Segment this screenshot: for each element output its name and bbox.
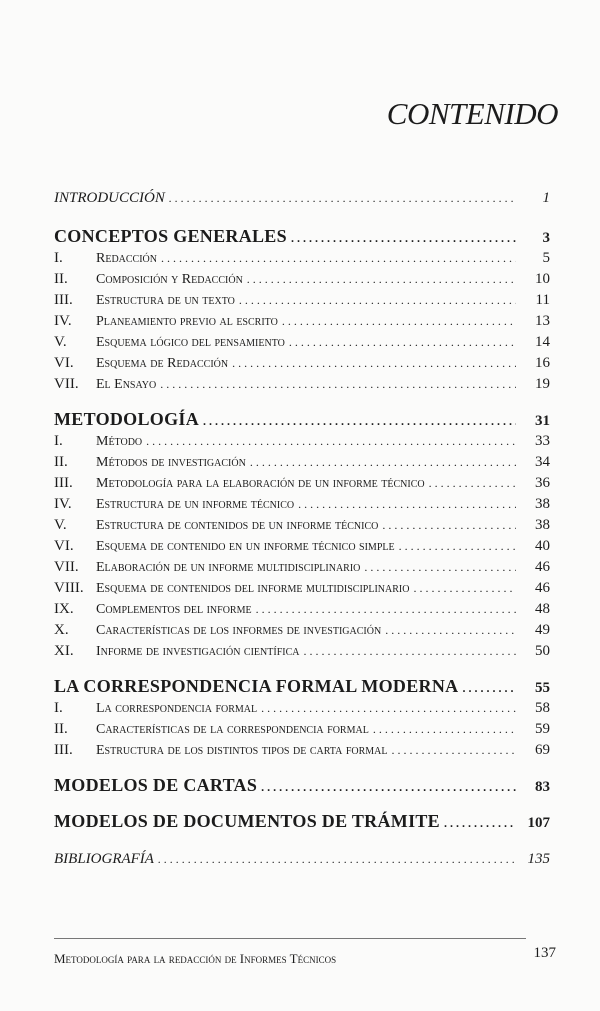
- toc-item: [54, 601, 550, 622]
- toc-heading: [54, 676, 550, 700]
- dot-leader: [146, 434, 516, 449]
- toc-item-label: LA CORRESPONDENCIA FORMAL MODERNA: [54, 676, 459, 696]
- toc-heading: [54, 226, 550, 250]
- toc-page-number: 46: [535, 580, 550, 596]
- dot-leader: [413, 581, 516, 596]
- toc-page-number: 50: [535, 643, 550, 659]
- toc-item-label: MODELOS DE DOCUMENTOS DE TRÁMITE: [54, 811, 440, 831]
- toc-page-number: 55: [535, 680, 550, 696]
- dot-leader: [373, 722, 516, 737]
- toc-page-number: 16: [535, 355, 550, 371]
- toc-item-label: Esquema de Redacción: [96, 356, 229, 371]
- toc-page-number: 107: [527, 815, 550, 831]
- toc-item: [54, 559, 550, 580]
- toc-item-number: VII.: [54, 376, 79, 392]
- toc-item-number: V.: [54, 334, 67, 350]
- dot-leader: [282, 314, 516, 329]
- dot-leader: [203, 414, 516, 429]
- dot-leader: [385, 623, 516, 638]
- toc-page-number: 59: [535, 721, 550, 737]
- toc-heading: [54, 811, 550, 835]
- dot-leader: [382, 518, 516, 533]
- toc-item-label: INTRODUCCIÓN: [54, 190, 165, 206]
- toc-item-label: Estructura de un informe técnico: [96, 497, 295, 512]
- toc-item: [54, 643, 550, 664]
- toc-item: [54, 433, 550, 454]
- dot-leader: [261, 780, 516, 795]
- toc-item-label: Estructura de un texto: [96, 293, 235, 308]
- table-of-contents: [54, 190, 550, 875]
- toc-item-number: XI.: [54, 643, 74, 659]
- toc-item-label: Elaboración de un informe multidisciplinario: [96, 560, 361, 575]
- dot-leader: [399, 539, 516, 554]
- toc-item: [54, 313, 550, 334]
- toc-item: [54, 292, 550, 313]
- dot-leader: [291, 231, 516, 246]
- toc-item: [54, 517, 550, 538]
- toc-item-number: IX.: [54, 601, 74, 617]
- toc-item: [54, 721, 550, 742]
- toc-item-number: II.: [54, 271, 68, 287]
- dot-leader: [429, 476, 516, 491]
- toc-page-number: 48: [535, 601, 550, 617]
- dot-leader: [444, 816, 516, 831]
- toc-item-label: MODELOS DE CARTAS: [54, 775, 258, 795]
- dot-leader: [256, 602, 516, 617]
- toc-item-label: Características de la correspondencia formal: [96, 722, 369, 737]
- toc-item: [54, 376, 550, 397]
- toc-page-number: 19: [535, 376, 550, 392]
- toc-item-label: BIBLIOGRAFÍA: [54, 851, 154, 867]
- toc-item-label: Estructura de contenidos de un informe técnico: [96, 518, 379, 533]
- toc-item: [54, 580, 550, 601]
- toc-item-number: I.: [54, 433, 63, 449]
- toc-item-number: II.: [54, 721, 68, 737]
- toc-item-label: La correspondencia formal: [96, 701, 258, 716]
- toc-item: [54, 538, 550, 559]
- toc-item-label: El Ensayo: [96, 377, 157, 392]
- footer-divider: [54, 938, 526, 939]
- dot-leader: [298, 497, 516, 512]
- dot-leader: [158, 852, 516, 867]
- toc-item-label: Composición y Redacción: [96, 272, 243, 287]
- toc-page-number: 36: [535, 475, 550, 491]
- toc-page-number: 5: [542, 250, 550, 266]
- toc-item: [54, 250, 550, 271]
- toc-item-number: V.: [54, 517, 67, 533]
- toc-item-number: IV.: [54, 496, 72, 512]
- toc-item: [54, 334, 550, 355]
- toc-page-number: 49: [535, 622, 550, 638]
- dot-leader: [392, 743, 517, 758]
- running-footer: Metodología para la redacción de Informes Técnicos: [54, 951, 337, 966]
- toc-item: [54, 700, 550, 721]
- dot-leader: [239, 293, 516, 308]
- toc-item: [54, 742, 550, 763]
- toc-heading: [54, 851, 550, 875]
- toc-item-number: VIII.: [54, 580, 84, 596]
- dot-leader: [364, 560, 516, 575]
- toc-heading: [54, 409, 550, 433]
- dot-leader: [289, 335, 516, 350]
- toc-page-number: 83: [535, 779, 550, 795]
- page-title: CONTENIDO: [386, 96, 558, 131]
- toc-item-label: Características de los informes de investigación: [96, 623, 382, 638]
- toc-heading: [54, 775, 550, 799]
- dot-leader: [161, 251, 516, 266]
- toc-item: [54, 271, 550, 292]
- toc-item-label: Planeamiento previo al escrito: [96, 314, 278, 329]
- toc-page-number: 31: [535, 413, 550, 429]
- dot-leader: [304, 644, 517, 659]
- page-number: 137: [533, 945, 556, 961]
- toc-page-number: 10: [535, 271, 550, 287]
- dot-leader: [250, 455, 516, 470]
- toc-item-number: VI.: [54, 355, 74, 371]
- toc-item-label: Informe de investigación científica: [96, 644, 300, 659]
- toc-item-label: Esquema de contenidos del informe multidisciplinario: [96, 581, 410, 596]
- toc-page-number: 58: [535, 700, 550, 716]
- toc-item-number: I.: [54, 700, 63, 716]
- toc-item: [54, 454, 550, 475]
- toc-item-number: VII.: [54, 559, 79, 575]
- toc-item-label: Estructura de los distintos tipos de carta formal: [96, 743, 388, 758]
- toc-page-number: 34: [535, 454, 550, 470]
- toc-item: [54, 475, 550, 496]
- toc-page-number: 69: [535, 742, 550, 758]
- dot-leader: [160, 377, 516, 392]
- toc-page-number: 13: [535, 313, 550, 329]
- toc-item-label: Esquema lógico del pensamiento: [96, 335, 285, 350]
- toc-item: [54, 622, 550, 643]
- toc-page-number: 11: [535, 292, 550, 308]
- toc-item-label: Métodos de investigación: [96, 455, 246, 470]
- toc-item-number: III.: [54, 475, 73, 491]
- toc-heading: [54, 190, 550, 214]
- toc-item-number: III.: [54, 292, 73, 308]
- toc-item: [54, 496, 550, 517]
- toc-item: [54, 355, 550, 376]
- toc-item-number: IV.: [54, 313, 72, 329]
- toc-item-label: METODOLOGÍA: [54, 409, 199, 429]
- toc-page-number: 33: [535, 433, 550, 449]
- toc-page-number: 46: [535, 559, 550, 575]
- dot-leader: [247, 272, 516, 287]
- toc-item-number: I.: [54, 250, 63, 266]
- toc-item-number: X.: [54, 622, 69, 638]
- dot-leader: [462, 681, 516, 696]
- toc-page-number: 135: [527, 851, 550, 867]
- toc-page-number: 40: [535, 538, 550, 554]
- toc-page-number: 1: [542, 190, 550, 206]
- toc-page-number: 3: [542, 230, 550, 246]
- dot-leader: [169, 191, 516, 206]
- toc-item-label: Método: [96, 434, 143, 449]
- toc-item-label: Metodología para la elaboración de un informe técnico: [96, 476, 425, 491]
- toc-page-number: 38: [535, 496, 550, 512]
- toc-page-number: 14: [535, 334, 550, 350]
- toc-item-label: Complementos del informe: [96, 602, 252, 617]
- toc-page-number: 38: [535, 517, 550, 533]
- toc-item-number: VI.: [54, 538, 74, 554]
- dot-leader: [261, 701, 516, 716]
- toc-item-label: Redacción: [96, 251, 158, 266]
- toc-item-number: III.: [54, 742, 73, 758]
- toc-item-label: CONCEPTOS GENERALES: [54, 226, 287, 246]
- toc-item-number: II.: [54, 454, 68, 470]
- dot-leader: [232, 356, 516, 371]
- toc-item-label: Esquema de contenido en un informe técnico simple: [96, 539, 395, 554]
